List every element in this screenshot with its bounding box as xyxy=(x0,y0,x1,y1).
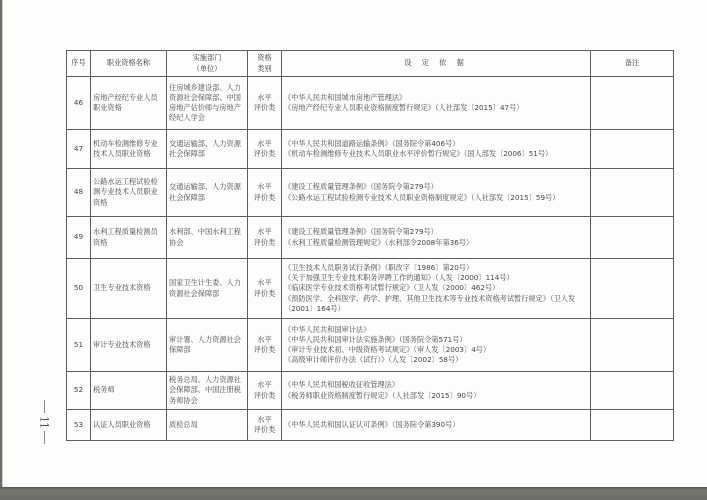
row-basis xyxy=(282,319,591,372)
header-name: 职业资格名称 xyxy=(91,51,167,77)
qualification-table xyxy=(66,50,674,441)
row-category xyxy=(248,130,282,169)
header-remarks: 备注 xyxy=(591,51,674,77)
table-row xyxy=(67,372,674,410)
basis-line: 《建设工程质量管理条例》（国务院令第279号） xyxy=(284,182,438,192)
row-index: 52 xyxy=(67,372,91,410)
row-category xyxy=(248,77,282,130)
table-row xyxy=(67,410,674,441)
row-dept: 交通运输部、人力资源社会保障部 xyxy=(167,130,248,169)
row-basis xyxy=(282,217,591,259)
header-index: 序号 xyxy=(67,51,91,77)
basis-line: 《机动车检测维修专业技术人员职业水平评价暂行规定》（国人部发〔2006〕51号） xyxy=(284,149,553,158)
row-remarks xyxy=(591,77,674,130)
row-dept: 水利部、中国水利工程协会 xyxy=(167,217,248,259)
basis-line: 《审计专业技术初、中级资格考试规定》（审人发〔2003〕4号） xyxy=(284,345,491,354)
header-category-line1: 资格 xyxy=(257,53,272,63)
category-line2: 评价类 xyxy=(253,237,276,247)
scanner-bottom-edge xyxy=(0,487,707,500)
row-index: 53 xyxy=(67,410,91,441)
row-qualification-name: 公路水运工程试验检测专业技术人员职业资格 xyxy=(91,169,167,217)
basis-line: 《税务师职业资格制度暂行规定》（人社部发〔2015〕90号） xyxy=(284,390,481,400)
table-row xyxy=(67,130,674,169)
table-row xyxy=(67,217,674,259)
basis-line: 《预防医学、全科医学、药学、护理、其他卫生技术等专业技术资格考试暂行规定》（卫人发〔2001〕164号） xyxy=(284,293,576,313)
category-line1: 水平 xyxy=(257,182,272,192)
row-qualification-name: 水利工程质量检测员资格 xyxy=(91,217,167,259)
basis-line: 《中华人民共和国认证认可条例》（国务院令第390号） xyxy=(284,419,460,429)
category-line2: 评价类 xyxy=(253,425,276,434)
row-qualification-name: 税务师 xyxy=(91,372,167,410)
basis-line: 《中华人民共和国审计法实施条例》（国务院令第571号） xyxy=(284,334,467,344)
header-basis xyxy=(282,51,591,77)
row-dept: 审计署、人力资源社会保障部 xyxy=(167,319,248,372)
row-basis xyxy=(282,77,591,130)
row-qualification-name: 卫生专业技术资格 xyxy=(91,259,167,319)
row-remarks xyxy=(591,410,674,441)
category-line1: 水平 xyxy=(257,138,272,148)
row-index: 48 xyxy=(67,169,91,217)
row-remarks xyxy=(591,372,674,410)
row-qualification-name: 机动车检测维修专业技术人员职业资格 xyxy=(91,130,167,169)
row-remarks xyxy=(591,259,674,319)
document-page xyxy=(2,0,707,487)
basis-line: 《中华人民共和国审计法》 xyxy=(284,324,371,334)
table-row xyxy=(67,169,674,217)
header-dept-line1: 实施部门 xyxy=(192,53,222,63)
row-remarks xyxy=(591,130,674,169)
page-number-text: 11 xyxy=(37,416,51,428)
category-line2: 评价类 xyxy=(253,390,276,400)
page-number-dash-top xyxy=(44,400,45,413)
row-remarks xyxy=(591,217,674,259)
row-index: 51 xyxy=(67,319,91,372)
row-basis xyxy=(282,410,591,441)
row-index: 50 xyxy=(67,259,91,319)
category-line1: 水平 xyxy=(257,380,272,390)
row-remarks xyxy=(591,319,674,372)
row-category xyxy=(248,169,282,217)
basis-line: 《中华人民共和国税收征收管理法》 xyxy=(284,380,400,390)
header-category xyxy=(248,51,282,77)
header-dept xyxy=(167,51,248,77)
row-category xyxy=(248,410,282,441)
category-line1: 水平 xyxy=(257,278,272,288)
basis-line: 《中华人民共和国道路运输条例》（国务院令第406号） xyxy=(284,138,460,148)
row-basis xyxy=(282,169,591,217)
table-header-row xyxy=(67,51,674,77)
header-category-line2: 类别 xyxy=(257,63,272,73)
category-line1: 水平 xyxy=(257,227,272,237)
table-row xyxy=(67,319,674,372)
category-line2: 评价类 xyxy=(253,149,276,158)
row-basis xyxy=(282,372,591,410)
category-line2: 评价类 xyxy=(253,288,276,298)
page-number-dash-bottom xyxy=(44,431,45,444)
row-category xyxy=(248,259,282,319)
row-dept: 税务总局、人力资源社会保障部、中国注册税务师协会 xyxy=(167,372,248,410)
category-line2: 评价类 xyxy=(253,345,276,354)
basis-line: 《高级审计师评价办法（试行）》（人发〔2002〕58号） xyxy=(284,355,463,365)
row-dept: 住房城乡建设部、人力资源社会保障部、中国房地产估价师与房地产经纪人学会 xyxy=(167,77,248,130)
basis-line: 《公路水运工程试验检测专业技术人员职业资格制度规定》（人社部发〔2015〕59号） xyxy=(284,192,560,202)
basis-line: 《中华人民共和国城市房地产管理法》 xyxy=(284,92,407,102)
row-index: 47 xyxy=(67,130,91,169)
category-line2: 评价类 xyxy=(253,192,276,202)
basis-line: 《水利工程质量检测管理规定》（水利部令2008年第36号） xyxy=(284,237,474,247)
table-row xyxy=(67,77,674,130)
header-basis-text: 设 定 依 据 xyxy=(404,58,468,68)
category-line2: 评价类 xyxy=(253,103,276,112)
row-remarks xyxy=(591,169,674,217)
table-body xyxy=(67,77,674,441)
basis-line: 《临床医学专业技术资格考试暂行规定》（卫人发〔2000〕462号） xyxy=(284,283,500,293)
row-dept: 国家卫生计生委、人力资源社会保障部 xyxy=(167,259,248,319)
row-dept: 质检总局 xyxy=(167,410,248,441)
header-dept-line2: （单位） xyxy=(192,63,222,73)
row-index: 46 xyxy=(67,77,91,130)
row-category xyxy=(248,372,282,410)
row-qualification-name: 认证人员职业资格 xyxy=(91,410,167,441)
page-number xyxy=(37,392,51,452)
row-qualification-name: 房地产经纪专业人员职业资格 xyxy=(91,77,167,130)
row-basis xyxy=(282,130,591,169)
category-line1: 水平 xyxy=(257,414,272,424)
row-category xyxy=(248,319,282,372)
row-basis xyxy=(282,259,591,319)
row-category xyxy=(248,217,282,259)
category-line1: 水平 xyxy=(257,92,272,102)
basis-line: 《卫生技术人员职务试行条例》（职改字〔1986〕第20号） xyxy=(284,262,474,272)
basis-line: 《房地产经纪专业人员职业资格制度暂行规定》（人社部发〔2015〕47号） xyxy=(284,103,524,112)
basis-line: 《关于加强卫生专业技术职务评聘工作的通知》（人发〔2000〕114号） xyxy=(284,273,514,283)
category-line1: 水平 xyxy=(257,334,272,344)
row-index: 49 xyxy=(67,217,91,259)
table-row xyxy=(67,259,674,319)
basis-line: 《建设工程质量管理条例》（国务院令第279号） xyxy=(284,227,438,237)
row-qualification-name: 审计专业技术资格 xyxy=(91,319,167,372)
row-dept: 交通运输部、人力资源社会保障部 xyxy=(167,169,248,217)
